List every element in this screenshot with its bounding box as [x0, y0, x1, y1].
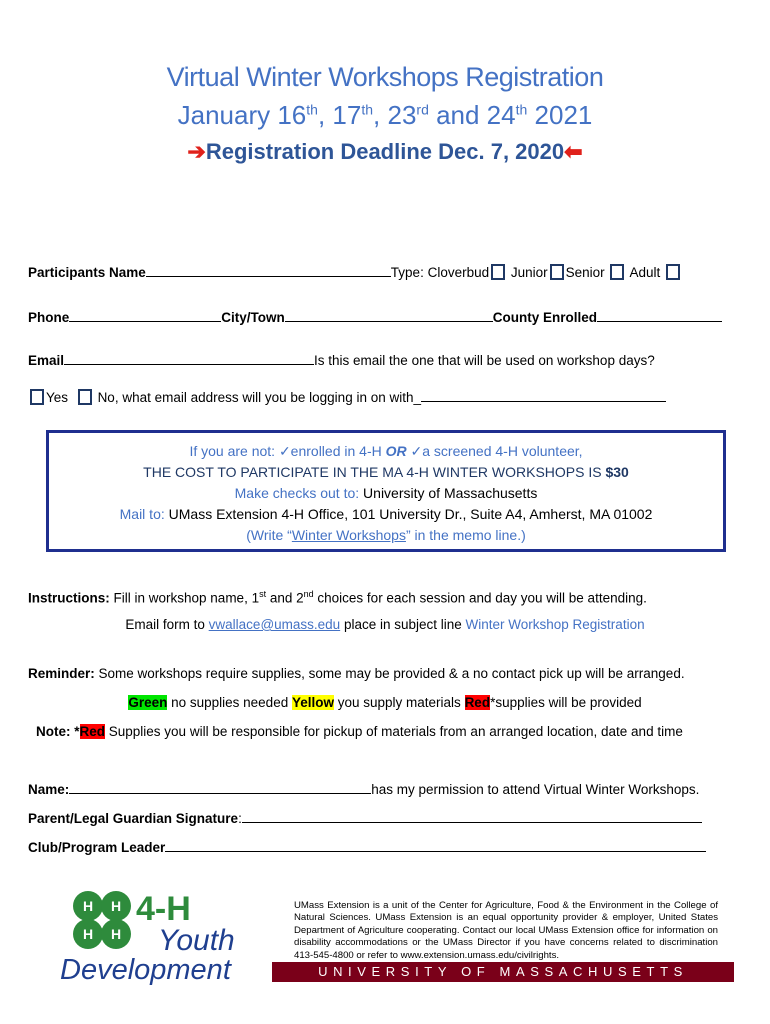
email-label: Email [28, 353, 65, 368]
city-field[interactable] [285, 309, 493, 322]
adult-label: Adult [629, 265, 661, 280]
yellow-badge: Yellow [291, 695, 334, 710]
check-icon: ✓ [410, 443, 423, 459]
participant-row [28, 264, 682, 280]
yes-label: Yes [46, 390, 69, 405]
senior-checkbox[interactable] [610, 264, 624, 280]
email-link[interactable]: vwallace@umass.edu [208, 617, 341, 632]
no-label: No, what email address will you be logging in on with_ [97, 390, 421, 405]
red-badge: Red [464, 695, 491, 710]
phone-row [28, 309, 722, 325]
phone-field[interactable] [69, 309, 221, 322]
registration-deadline: ➔Registration Deadline Dec. 7, 2020⬅ [187, 139, 583, 164]
phone-label: Phone [28, 310, 70, 325]
reminder-line: Reminder: Some workshops require supplies, some may be provided & a no contact pick up will be arranged. [28, 666, 685, 681]
cloverbud-checkbox[interactable] [491, 264, 505, 280]
note-line: Note: *Red Supplies you will be responsible for pickup of materials from an arranged location, date and time [36, 724, 683, 739]
4h-logo [62, 884, 262, 994]
email-row [28, 352, 655, 368]
adult-checkbox[interactable] [666, 264, 680, 280]
svg-text:H: H [110, 898, 122, 914]
umass-amherst-bar: UNIVERSITY OF MASSACHUSETTS AMHERST [272, 962, 734, 982]
participant-name-field[interactable] [146, 264, 391, 277]
right-arrow-icon: ➔ [187, 139, 206, 164]
logo-development-text: Development [60, 954, 231, 986]
logo-4h-text: 4-H [136, 890, 191, 928]
cost-box-line1: If you are not: ✓enrolled in 4-H OR ✓a screened 4-H volunteer, [189, 443, 583, 459]
county-field[interactable] [597, 309, 722, 322]
svg-text:H: H [82, 926, 94, 942]
city-label: City/Town [221, 310, 285, 325]
club-leader-row: Club/Program Leader [28, 839, 706, 855]
page-title: Virtual Winter Workshops Registration [166, 62, 604, 92]
svg-text:H: H [110, 926, 122, 942]
instructions-line: Instructions: Fill in workshop name, 1st and 2nd choices for each session and day you will be attending. [28, 589, 647, 606]
guardian-signature-field[interactable] [242, 810, 702, 823]
cost-info-box [46, 430, 726, 552]
child-name-field[interactable] [69, 781, 371, 794]
type-label: Type: Cloverbud [390, 265, 490, 280]
alternate-email-field[interactable] [421, 389, 666, 402]
email-question: Is this email the one that will be used on workshop days? [314, 353, 655, 368]
nondiscrimination-statement: UMass Extension is a unit of the Center for Agriculture, Food & the Environment in the College of Natural Sciences. UMass Extension is an equal opportunity provider & employer, United States Department of Agriculture cooperating. Contact our local UMass Extension office for information on disability accommodations or the UMass Director if you have concerns related to discrimination 413-545-4800 or refer to www.extension.umass.edu/civilrights. [294, 900, 718, 961]
junior-label: Junior [510, 265, 548, 280]
logo-youth-text: Youth [158, 924, 235, 957]
county-label: County Enrolled [492, 310, 598, 325]
event-dates: January 16th, 17th, 23rd and 24th 2021 [177, 100, 593, 130]
cost-box-line2: THE COST TO PARTICIPATE IN THE MA 4-H WINTER WORKSHOPS IS $30 [143, 464, 629, 480]
clover-icon [66, 884, 138, 956]
permission-name-row: Name: has my permission to attend Virtual Winter Workshops. [28, 782, 700, 797]
yes-checkbox[interactable] [30, 389, 44, 405]
cost-box-line4: Mail to: UMass Extension 4-H Office, 101 University Dr., Suite A4, Amherst, MA 01002 [119, 506, 653, 522]
cost-box-line5: (Write “Winter Workshops” in the memo line.) [246, 527, 526, 543]
guardian-signature-row: Parent/Legal Guardian Signature: [28, 810, 702, 826]
junior-checkbox[interactable] [550, 264, 564, 280]
participant-name-label: Participants Name [28, 265, 146, 280]
svg-text:H: H [82, 898, 94, 914]
email-confirm-row [28, 389, 666, 405]
check-icon: ✓ [278, 443, 291, 459]
cost-box-line3: Make checks out to: University of Massachusetts [234, 485, 538, 501]
supply-legend: Green no supplies needed Yellow you supply materials Red*supplies will be provided [128, 695, 642, 710]
email-field[interactable] [64, 352, 314, 365]
club-leader-field[interactable] [165, 839, 706, 852]
email-instructions: Email form to vwallace@umass.edu place in subject line Winter Workshop Registration [125, 617, 645, 632]
green-badge: Green [128, 695, 168, 710]
senior-label: Senior [565, 265, 605, 280]
left-arrow-icon: ⬅ [564, 139, 583, 164]
no-checkbox[interactable] [78, 389, 92, 405]
